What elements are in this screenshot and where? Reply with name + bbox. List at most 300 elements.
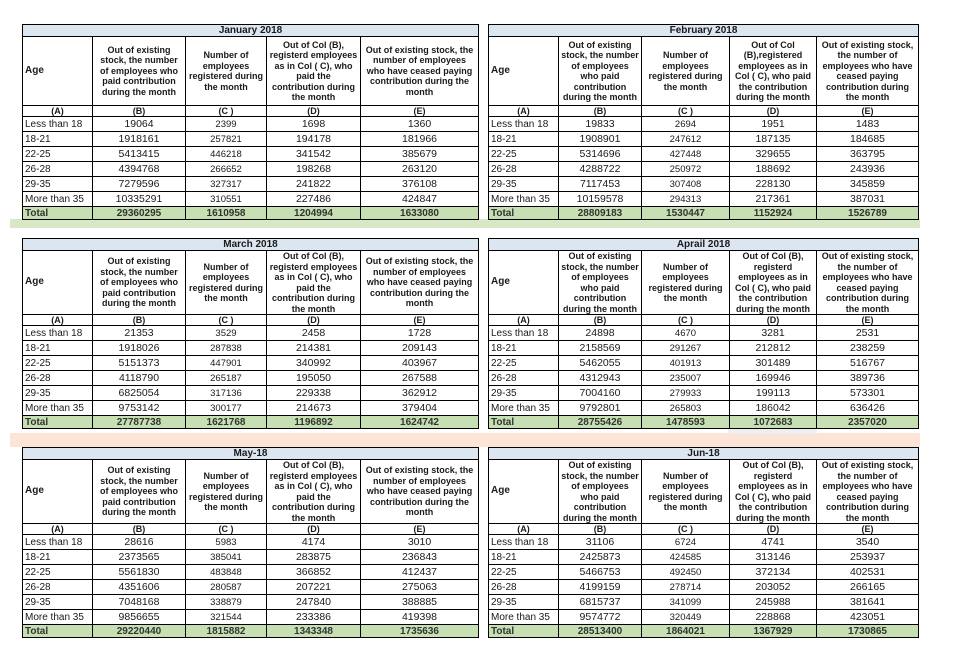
age-cell: Less than 18	[489, 326, 559, 341]
value-cell: 184685	[817, 132, 919, 147]
value-cell: 2399	[186, 117, 267, 132]
value-cell: 402531	[817, 565, 919, 580]
total-value-cell: 1610958	[186, 207, 267, 220]
col-e-header: Out of existing stock, the number of employees who have ceased paying contribution during the month	[361, 251, 479, 315]
age-cell: 29-35	[23, 386, 93, 401]
table-header-row	[489, 251, 919, 315]
age-cell: Less than 18	[23, 117, 93, 132]
age-cell: Less than 18	[489, 117, 559, 132]
value-cell: 238259	[817, 341, 919, 356]
table-title: May-18	[23, 448, 479, 460]
table-title: March 2018	[23, 239, 479, 251]
column-letters-row	[23, 315, 479, 326]
value-cell: 372134	[730, 565, 817, 580]
table-row	[489, 162, 919, 177]
value-cell: 310551	[186, 192, 267, 207]
month-table	[488, 24, 918, 220]
total-value-cell: 1526789	[817, 207, 919, 220]
table-row	[489, 580, 919, 595]
age-cell: 22-25	[489, 356, 559, 371]
age-cell: 29-35	[489, 595, 559, 610]
table-row	[23, 610, 479, 625]
table-row	[23, 371, 479, 386]
value-cell: 5561830	[93, 565, 186, 580]
table-title: February 2018	[489, 25, 919, 37]
total-label-cell: Total	[23, 416, 93, 429]
value-cell: 4741	[730, 535, 817, 550]
table-row	[23, 550, 479, 565]
column-letter: (D)	[267, 524, 361, 535]
value-cell: 207221	[267, 580, 361, 595]
value-cell: 424585	[642, 550, 730, 565]
value-cell: 7279596	[93, 177, 186, 192]
value-cell: 2158569	[559, 341, 642, 356]
table-row	[489, 565, 919, 580]
value-cell: 199113	[730, 386, 817, 401]
value-cell: 169946	[730, 371, 817, 386]
month-table-grid	[22, 238, 479, 429]
value-cell: 7048168	[93, 595, 186, 610]
value-cell: 198268	[267, 162, 361, 177]
col-b-header: Out of existing stock, the number of employees who paid contribution during the month	[93, 460, 186, 524]
value-cell: 385679	[361, 147, 479, 162]
age-column-header: Age	[23, 251, 93, 315]
column-letter: (B)	[559, 106, 642, 117]
table-row	[489, 386, 919, 401]
column-letter: (A)	[489, 315, 559, 326]
table-title-row	[489, 448, 919, 460]
table-row	[489, 177, 919, 192]
column-letters-row	[23, 106, 479, 117]
value-cell: 446218	[186, 147, 267, 162]
value-cell: 341542	[267, 147, 361, 162]
total-row	[23, 625, 479, 638]
total-value-cell: 1530447	[642, 207, 730, 220]
total-value-cell: 29360295	[93, 207, 186, 220]
column-letter: (D)	[267, 106, 361, 117]
total-value-cell: 1735636	[361, 625, 479, 638]
total-label-cell: Total	[489, 207, 559, 220]
table-row	[23, 386, 479, 401]
value-cell: 283875	[267, 550, 361, 565]
age-cell: 26-28	[489, 580, 559, 595]
value-cell: 1908901	[559, 132, 642, 147]
total-value-cell: 1072683	[730, 416, 817, 429]
total-label-cell: Total	[489, 416, 559, 429]
value-cell: 327317	[186, 177, 267, 192]
col-e-header: Out of existing stock, the number of employees who have ceased paying contribution during the month	[817, 37, 919, 106]
table-title-row	[23, 448, 479, 460]
total-value-cell: 1196892	[267, 416, 361, 429]
value-cell: 3529	[186, 326, 267, 341]
value-cell: 266165	[817, 580, 919, 595]
value-cell: 1951	[730, 117, 817, 132]
age-cell: More than 35	[489, 192, 559, 207]
value-cell: 341099	[642, 595, 730, 610]
table-row	[23, 147, 479, 162]
col-b-header: Out of existing stock, the number of employees who paid contribution during the month	[93, 251, 186, 315]
total-value-cell: 1478593	[642, 416, 730, 429]
month-table-grid	[22, 24, 479, 220]
value-cell: 388885	[361, 595, 479, 610]
total-label-cell: Total	[23, 207, 93, 220]
value-cell: 300177	[186, 401, 267, 416]
table-row	[489, 610, 919, 625]
value-cell: 366852	[267, 565, 361, 580]
month-table	[22, 447, 478, 638]
value-cell: 313146	[730, 550, 817, 565]
column-letter: (D)	[267, 315, 361, 326]
column-letter: (A)	[23, 106, 93, 117]
value-cell: 280587	[186, 580, 267, 595]
month-table	[22, 24, 478, 220]
age-cell: More than 35	[23, 401, 93, 416]
table-row	[489, 535, 919, 550]
table-row	[23, 595, 479, 610]
age-cell: More than 35	[23, 610, 93, 625]
value-cell: 209143	[361, 341, 479, 356]
column-letter: (C )	[642, 315, 730, 326]
value-cell: 267588	[361, 371, 479, 386]
value-cell: 243936	[817, 162, 919, 177]
total-value-cell: 29220440	[93, 625, 186, 638]
total-value-cell: 28513400	[559, 625, 642, 638]
table-title: Aprail 2018	[489, 239, 919, 251]
value-cell: 345859	[817, 177, 919, 192]
value-cell: 253937	[817, 550, 919, 565]
age-cell: 29-35	[23, 177, 93, 192]
table-header-row	[23, 460, 479, 524]
col-d-header: Out of Col (B), registerd employees as in Col ( C), who paid the contribution during the month	[730, 460, 817, 524]
value-cell: 1483	[817, 117, 919, 132]
age-cell: 26-28	[489, 371, 559, 386]
table-row	[489, 550, 919, 565]
column-letter: (B)	[93, 524, 186, 535]
table-row	[23, 535, 479, 550]
value-cell: 19833	[559, 117, 642, 132]
value-cell: 2425873	[559, 550, 642, 565]
table-header-row	[23, 37, 479, 106]
age-cell: 29-35	[489, 386, 559, 401]
value-cell: 265187	[186, 371, 267, 386]
value-cell: 4118790	[93, 371, 186, 386]
value-cell: 5466753	[559, 565, 642, 580]
table-row	[489, 147, 919, 162]
value-cell: 233386	[267, 610, 361, 625]
value-cell: 275063	[361, 580, 479, 595]
value-cell: 10335291	[93, 192, 186, 207]
age-cell: 26-28	[23, 580, 93, 595]
column-letters-row	[23, 524, 479, 535]
value-cell: 389736	[817, 371, 919, 386]
value-cell: 5983	[186, 535, 267, 550]
col-b-header: Out of existing stock, the number of employees who paid contribution during the month	[559, 251, 642, 315]
value-cell: 317136	[186, 386, 267, 401]
col-c-header: Number of employees registered during the month	[186, 460, 267, 524]
month-table-grid	[488, 447, 919, 638]
peach-separator-band	[10, 433, 920, 447]
value-cell: 2458	[267, 326, 361, 341]
value-cell: 235007	[642, 371, 730, 386]
age-cell: 18-21	[23, 341, 93, 356]
column-letter: (E)	[817, 106, 919, 117]
col-e-header: Out of existing stock, the number of employees who have ceased paying contribution during the month	[361, 460, 479, 524]
value-cell: 362912	[361, 386, 479, 401]
column-letter: (B)	[559, 524, 642, 535]
column-letter: (E)	[817, 524, 919, 535]
value-cell: 340992	[267, 356, 361, 371]
total-value-cell: 1815882	[186, 625, 267, 638]
col-c-header: Number of employees registered during the month	[642, 460, 730, 524]
value-cell: 2373565	[93, 550, 186, 565]
value-cell: 188692	[730, 162, 817, 177]
total-value-cell: 1367929	[730, 625, 817, 638]
value-cell: 227486	[267, 192, 361, 207]
value-cell: 307408	[642, 177, 730, 192]
value-cell: 573301	[817, 386, 919, 401]
value-cell: 3540	[817, 535, 919, 550]
value-cell: 5314696	[559, 147, 642, 162]
value-cell: 4288722	[559, 162, 642, 177]
value-cell: 228868	[730, 610, 817, 625]
col-d-header: Out of Col (B), registerd employees as in Col ( C), who paid the contribution during the month	[267, 37, 361, 106]
value-cell: 294313	[642, 192, 730, 207]
total-value-cell: 1204994	[267, 207, 361, 220]
value-cell: 217361	[730, 192, 817, 207]
value-cell: 6815737	[559, 595, 642, 610]
value-cell: 1728	[361, 326, 479, 341]
age-cell: 26-28	[23, 371, 93, 386]
value-cell: 7117453	[559, 177, 642, 192]
age-cell: 26-28	[23, 162, 93, 177]
value-cell: 3281	[730, 326, 817, 341]
value-cell: 257821	[186, 132, 267, 147]
age-cell: More than 35	[489, 401, 559, 416]
column-letter: (B)	[93, 315, 186, 326]
value-cell: 9856655	[93, 610, 186, 625]
age-column-header: Age	[23, 37, 93, 106]
column-letter: (A)	[23, 315, 93, 326]
value-cell: 19064	[93, 117, 186, 132]
total-label-cell: Total	[23, 625, 93, 638]
age-cell: 18-21	[489, 341, 559, 356]
total-row	[23, 416, 479, 429]
column-letter: (B)	[93, 106, 186, 117]
table-row	[23, 192, 479, 207]
total-value-cell: 1343348	[267, 625, 361, 638]
table-header-row	[489, 460, 919, 524]
age-cell: 22-25	[23, 356, 93, 371]
column-letter: (A)	[489, 106, 559, 117]
value-cell: 228130	[730, 177, 817, 192]
value-cell: 21353	[93, 326, 186, 341]
col-e-header: Out of existing stock, the number of employees who have ceased paying contribution during the month	[361, 37, 479, 106]
column-letter: (D)	[730, 524, 817, 535]
column-letter: (E)	[361, 524, 479, 535]
value-cell: 250972	[642, 162, 730, 177]
value-cell: 186042	[730, 401, 817, 416]
table-title: Jun-18	[489, 448, 919, 460]
col-c-header: Number of employees registered during the month	[642, 251, 730, 315]
age-cell: Less than 18	[23, 535, 93, 550]
table-row	[23, 356, 479, 371]
col-b-header: Out of existing stock, the number of employees who paid contribution during the month	[559, 460, 642, 524]
value-cell: 203052	[730, 580, 817, 595]
age-column-header: Age	[23, 460, 93, 524]
value-cell: 245988	[730, 595, 817, 610]
value-cell: 6724	[642, 535, 730, 550]
col-e-header: Out of existing stock, the number of employees who have ceased paying contribution during the month	[817, 251, 919, 315]
total-value-cell: 28755426	[559, 416, 642, 429]
value-cell: 5413415	[93, 147, 186, 162]
age-cell: 18-21	[489, 550, 559, 565]
value-cell: 412437	[361, 565, 479, 580]
value-cell: 329655	[730, 147, 817, 162]
month-table	[488, 238, 918, 429]
value-cell: 381641	[817, 595, 919, 610]
value-cell: 229338	[267, 386, 361, 401]
value-cell: 31106	[559, 535, 642, 550]
table-row	[23, 580, 479, 595]
age-cell: 18-21	[23, 550, 93, 565]
value-cell: 5151373	[93, 356, 186, 371]
value-cell: 247840	[267, 595, 361, 610]
column-letter: (D)	[730, 106, 817, 117]
column-letter: (D)	[730, 315, 817, 326]
total-value-cell: 1864021	[642, 625, 730, 638]
col-b-header: Out of existing stock, the number of employees who paid contribution during the month	[93, 37, 186, 106]
col-b-header: Out of existing stock, the number of employees who paid contribution during the month	[559, 37, 642, 106]
col-d-header: Out of Col (B), registerd employees as in Col ( C), who paid the contribution during the month	[267, 251, 361, 315]
value-cell: 1360	[361, 117, 479, 132]
age-cell: 22-25	[23, 565, 93, 580]
value-cell: 2531	[817, 326, 919, 341]
value-cell: 194178	[267, 132, 361, 147]
col-c-header: Number of employees registered during the month	[186, 37, 267, 106]
value-cell: 4312943	[559, 371, 642, 386]
value-cell: 301489	[730, 356, 817, 371]
total-row	[489, 625, 919, 638]
total-value-cell: 1633080	[361, 207, 479, 220]
value-cell: 24898	[559, 326, 642, 341]
total-value-cell: 1621768	[186, 416, 267, 429]
value-cell: 1918161	[93, 132, 186, 147]
total-row	[23, 207, 479, 220]
column-letters-row	[489, 106, 919, 117]
value-cell: 5462055	[559, 356, 642, 371]
value-cell: 1918026	[93, 341, 186, 356]
table-row	[23, 401, 479, 416]
value-cell: 265803	[642, 401, 730, 416]
value-cell: 4394768	[93, 162, 186, 177]
total-row	[489, 416, 919, 429]
value-cell: 279933	[642, 386, 730, 401]
value-cell: 321544	[186, 610, 267, 625]
value-cell: 447901	[186, 356, 267, 371]
column-letter: (C )	[186, 524, 267, 535]
table-row	[23, 132, 479, 147]
value-cell: 401913	[642, 356, 730, 371]
total-value-cell: 27787738	[93, 416, 186, 429]
month-table-grid	[488, 24, 919, 220]
column-letter: (A)	[489, 524, 559, 535]
total-value-cell: 1730865	[817, 625, 919, 638]
table-row	[489, 356, 919, 371]
col-e-header: Out of existing stock, the number of employees who have ceased paying contribution during the month	[817, 460, 919, 524]
table-title-row	[489, 239, 919, 251]
table-row	[23, 162, 479, 177]
table-row	[489, 132, 919, 147]
table-header-row	[23, 251, 479, 315]
value-cell: 291267	[642, 341, 730, 356]
column-letter: (C )	[186, 106, 267, 117]
value-cell: 492450	[642, 565, 730, 580]
value-cell: 385041	[186, 550, 267, 565]
col-c-header: Number of employees registered during the month	[642, 37, 730, 106]
age-cell: 29-35	[23, 595, 93, 610]
column-letter: (E)	[361, 315, 479, 326]
month-table-grid	[488, 238, 919, 429]
age-cell: 29-35	[489, 177, 559, 192]
table-row	[489, 192, 919, 207]
column-letter: (B)	[559, 315, 642, 326]
age-cell: More than 35	[23, 192, 93, 207]
column-letters-row	[489, 315, 919, 326]
value-cell: 181966	[361, 132, 479, 147]
value-cell: 376108	[361, 177, 479, 192]
value-cell: 241822	[267, 177, 361, 192]
table-title: January 2018	[23, 25, 479, 37]
column-letter: (C )	[642, 106, 730, 117]
age-cell: 22-25	[489, 565, 559, 580]
value-cell: 28616	[93, 535, 186, 550]
age-cell: 22-25	[489, 147, 559, 162]
age-column-header: Age	[489, 251, 559, 315]
col-d-header: Out of Col (B),registered employees as in Col ( C), who paid the contribution during the month	[730, 37, 817, 106]
age-cell: 18-21	[23, 132, 93, 147]
table-title-row	[23, 239, 479, 251]
col-c-header: Number of employees registered during the month	[186, 251, 267, 315]
value-cell: 278714	[642, 580, 730, 595]
value-cell: 4199159	[559, 580, 642, 595]
value-cell: 6825054	[93, 386, 186, 401]
age-cell: Less than 18	[489, 535, 559, 550]
value-cell: 263120	[361, 162, 479, 177]
column-letter: (E)	[361, 106, 479, 117]
value-cell: 424847	[361, 192, 479, 207]
total-label-cell: Total	[489, 625, 559, 638]
value-cell: 403967	[361, 356, 479, 371]
age-cell: 18-21	[489, 132, 559, 147]
age-column-header: Age	[489, 460, 559, 524]
value-cell: 636426	[817, 401, 919, 416]
value-cell: 187135	[730, 132, 817, 147]
value-cell: 214381	[267, 341, 361, 356]
age-cell: More than 35	[489, 610, 559, 625]
value-cell: 483848	[186, 565, 267, 580]
month-table	[22, 238, 478, 429]
table-row	[23, 177, 479, 192]
value-cell: 4351606	[93, 580, 186, 595]
value-cell: 214673	[267, 401, 361, 416]
value-cell: 387031	[817, 192, 919, 207]
value-cell: 320449	[642, 610, 730, 625]
table-header-row	[489, 37, 919, 106]
table-title-row	[23, 25, 479, 37]
value-cell: 10159578	[559, 192, 642, 207]
value-cell: 423051	[817, 610, 919, 625]
value-cell: 9753142	[93, 401, 186, 416]
